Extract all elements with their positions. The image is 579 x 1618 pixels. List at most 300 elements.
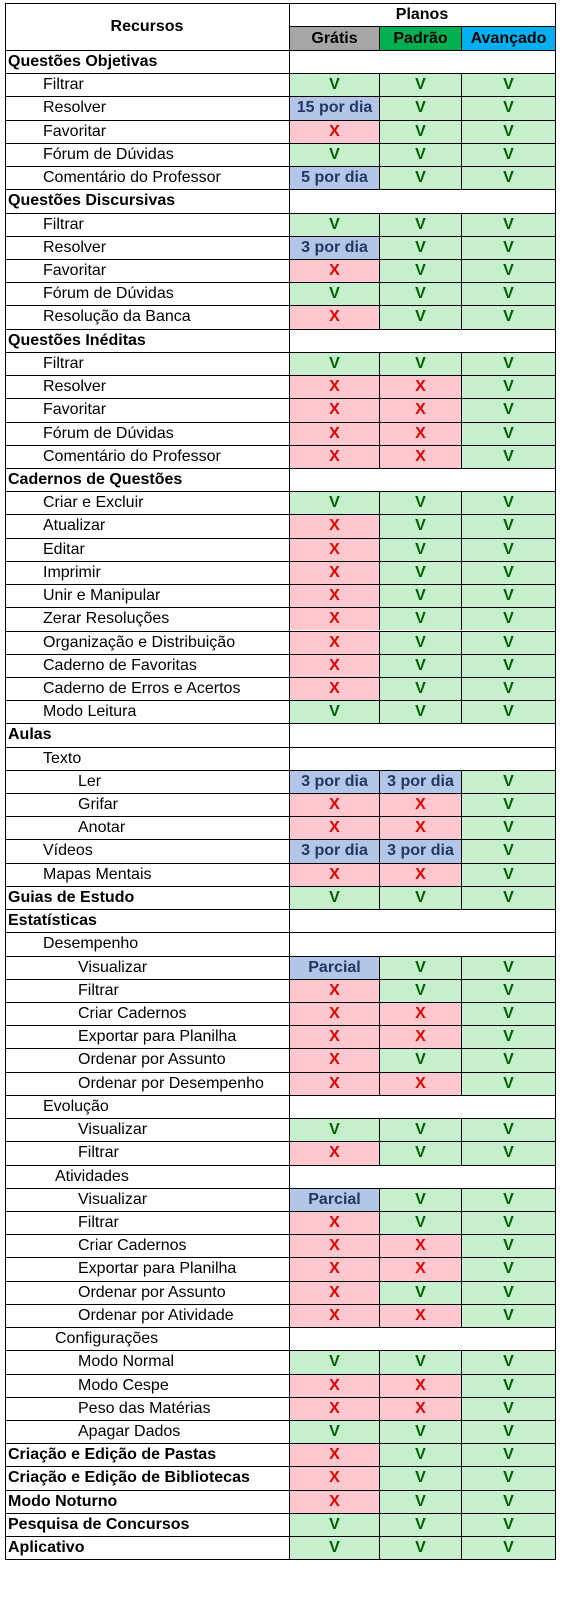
table-gridline <box>461 352 462 375</box>
row-label: Ordenar por Atividade <box>78 1306 234 1324</box>
row-label: Imprimir <box>43 563 101 581</box>
plan-value-cell: X <box>290 539 379 561</box>
table-gridline <box>379 863 380 886</box>
plan-value-cell: X <box>380 864 461 886</box>
table-gridline <box>379 1490 380 1513</box>
plan-value-cell: 3 por dia <box>380 771 461 793</box>
table-gridline <box>5 166 556 167</box>
plan-value-cell: V <box>462 167 555 189</box>
plan-value-cell: X <box>290 655 379 677</box>
table-gridline <box>5 561 556 562</box>
table-gridline <box>5 445 556 446</box>
plan-value-cell: X <box>380 1026 461 1048</box>
row-label: Vídeos <box>43 842 93 860</box>
table-gridline <box>379 1257 380 1280</box>
plan-value-cell: X <box>290 1467 379 1489</box>
table-gridline <box>379 1025 380 1048</box>
plan-value-cell: V <box>462 957 555 979</box>
plan-header-padrao: Padrão <box>380 27 461 50</box>
table-gridline <box>379 654 380 677</box>
plan-value-cell: V <box>380 97 461 119</box>
plan-value-cell: V <box>290 1537 379 1559</box>
table-gridline <box>461 677 462 700</box>
plan-value-cell: X <box>290 260 379 282</box>
plan-value-cell: 3 por dia <box>380 840 461 862</box>
table-gridline <box>5 1350 556 1351</box>
plan-header-gratis: Grátis <box>290 27 379 50</box>
table-gridline <box>379 259 380 282</box>
plan-value-cell: X <box>290 1398 379 1420</box>
table-gridline <box>5 839 556 840</box>
table-gridline <box>461 607 462 630</box>
table-gridline <box>379 607 380 630</box>
table-gridline <box>5 909 556 910</box>
table-gridline <box>379 1002 380 1025</box>
table-gridline <box>5 1211 556 1212</box>
plan-value-cell: X <box>290 864 379 886</box>
row-label: Questões Inéditas <box>8 331 146 349</box>
table-gridline <box>5 1118 556 1119</box>
plan-value-cell: X <box>380 446 461 468</box>
row-label: Criar Cadernos <box>78 1237 187 1255</box>
plan-value-cell: X <box>380 399 461 421</box>
table-gridline <box>379 352 380 375</box>
table-gridline <box>379 1141 380 1164</box>
row-label: Resolver <box>43 238 107 256</box>
table-gridline <box>379 956 380 979</box>
table-gridline <box>461 1466 462 1489</box>
table-gridline <box>461 1374 462 1397</box>
plan-value-cell: V <box>462 1212 555 1234</box>
plan-value-cell: V <box>380 515 461 537</box>
table-gridline <box>379 584 380 607</box>
plan-value-cell: V <box>290 701 379 723</box>
table-gridline <box>379 143 380 166</box>
row-label: Ordenar por Desempenho <box>78 1074 264 1092</box>
table-gridline <box>379 213 380 236</box>
table-gridline <box>461 816 462 839</box>
planos-header: Planos <box>395 6 449 23</box>
plan-value-cell: X <box>290 817 379 839</box>
plan-value-cell: V <box>462 887 555 909</box>
table-gridline <box>461 236 462 259</box>
plan-value-cell: V <box>462 214 555 236</box>
plan-value-cell: X <box>290 1235 379 1257</box>
table-gridline <box>5 1327 556 1328</box>
table-gridline <box>5 305 556 306</box>
table-gridline <box>5 352 556 353</box>
table-gridline <box>5 491 556 492</box>
plan-value-cell: V <box>380 1514 461 1536</box>
plan-value-cell: V <box>290 283 379 305</box>
table-gridline <box>5 329 556 330</box>
plan-value-cell: V <box>462 376 555 398</box>
plan-value-cell: V <box>380 678 461 700</box>
row-label: Grifar <box>78 796 118 814</box>
plan-value-cell: V <box>290 492 379 514</box>
table-gridline <box>5 1466 556 1467</box>
row-label: Questões Objetivas <box>8 53 158 70</box>
table-gridline <box>461 398 462 421</box>
row-label: Comentário do Professor <box>43 447 221 465</box>
table-gridline <box>5 422 556 423</box>
table-gridline <box>5 631 556 632</box>
plan-value-cell: V <box>462 1305 555 1327</box>
table-gridline <box>379 305 380 328</box>
table-gridline <box>379 839 380 862</box>
plan-value-cell: V <box>290 214 379 236</box>
plan-value-cell: V <box>380 1421 461 1443</box>
plan-value-cell: X <box>290 1026 379 1048</box>
plan-value-cell: V <box>380 237 461 259</box>
table-gridline <box>5 1188 556 1189</box>
table-gridline <box>379 1072 380 1095</box>
row-label: Evolução <box>43 1097 109 1115</box>
row-label: Exportar para Planilha <box>78 1028 237 1046</box>
table-gridline <box>379 1443 380 1466</box>
plan-value-cell: X <box>290 121 379 143</box>
plan-value-cell: V <box>462 980 555 1002</box>
plan-value-cell: V <box>380 144 461 166</box>
row-label: Filtrar <box>78 981 119 999</box>
row-label: Visualizar <box>78 1190 148 1208</box>
table-gridline <box>5 1443 556 1444</box>
table-gridline <box>461 1072 462 1095</box>
table-gridline <box>379 538 380 561</box>
plan-value-cell: V <box>380 1351 461 1373</box>
row-label: Anotar <box>78 819 126 837</box>
table-gridline <box>5 1165 556 1166</box>
table-gridline <box>461 561 462 584</box>
plan-value-cell: V <box>462 1026 555 1048</box>
plan-value-cell: V <box>462 1491 555 1513</box>
table-gridline <box>5 816 556 817</box>
table-gridline <box>5 143 556 144</box>
table-gridline <box>461 654 462 677</box>
table-gridline <box>5 1025 556 1026</box>
plan-value-cell: X <box>380 1375 461 1397</box>
table-gridline <box>379 166 380 189</box>
table-gridline <box>461 1281 462 1304</box>
row-label: Filtrar <box>78 1144 119 1162</box>
table-gridline <box>461 584 462 607</box>
row-label: Ler <box>78 772 102 790</box>
table-gridline <box>379 700 380 723</box>
table-gridline <box>461 120 462 143</box>
row-label: Texto <box>43 749 82 767</box>
row-label: Questões Discursivas <box>8 192 176 210</box>
table-gridline <box>461 700 462 723</box>
table-gridline <box>379 561 380 584</box>
table-gridline <box>5 375 556 376</box>
table-gridline <box>461 1397 462 1420</box>
row-label: Modo Normal <box>78 1353 175 1371</box>
plan-value-cell: V <box>380 1282 461 1304</box>
table-gridline <box>379 770 380 793</box>
plan-value-cell: V <box>462 492 555 514</box>
plan-value-cell: 5 por dia <box>290 167 379 189</box>
row-label: Aplicativo <box>8 1539 85 1557</box>
table-gridline <box>461 1188 462 1211</box>
plan-value-cell: V <box>462 632 555 654</box>
plan-value-cell: V <box>462 771 555 793</box>
plan-value-cell: X <box>380 817 461 839</box>
row-label: Peso das Matérias <box>78 1399 211 1417</box>
plan-value-cell: V <box>462 446 555 468</box>
table-gridline <box>379 886 380 909</box>
plan-value-cell: X <box>380 376 461 398</box>
plan-value-cell: V <box>462 144 555 166</box>
table-gridline <box>5 1072 556 1073</box>
table-gridline <box>461 305 462 328</box>
plan-value-cell: V <box>462 1235 555 1257</box>
table-gridline <box>5 677 556 678</box>
row-label: Unir e Manipular <box>43 587 161 605</box>
plan-value-cell: V <box>462 283 555 305</box>
table-gridline <box>379 1281 380 1304</box>
table-gridline <box>461 422 462 445</box>
row-label: Estatísticas <box>8 912 97 930</box>
table-gridline <box>379 1304 380 1327</box>
table-gridline <box>379 1211 380 1234</box>
table-gridline <box>379 445 380 468</box>
table-gridline <box>379 816 380 839</box>
table-gridline <box>379 73 380 96</box>
plan-value-cell: V <box>380 1467 461 1489</box>
plan-value-cell: X <box>290 423 379 445</box>
row-label: Filtrar <box>43 354 84 372</box>
plan-value-cell: X <box>290 1142 379 1164</box>
plan-value-cell: X <box>290 794 379 816</box>
table-gridline <box>5 770 556 771</box>
plan-value-cell: V <box>462 539 555 561</box>
plan-value-cell: V <box>380 1491 461 1513</box>
table-gridline <box>5 189 556 190</box>
plan-value-cell: V <box>380 701 461 723</box>
plan-value-cell: V <box>290 1514 379 1536</box>
plan-value-cell: V <box>380 980 461 1002</box>
row-label: Visualizar <box>78 958 148 976</box>
plan-value-cell: X <box>380 794 461 816</box>
plan-value-cell: X <box>290 1305 379 1327</box>
table-gridline <box>379 491 380 514</box>
row-label: Apagar Dados <box>78 1422 181 1440</box>
plan-value-cell: V <box>462 97 555 119</box>
row-label: Fórum de Dúvidas <box>43 145 174 163</box>
plan-value-cell: X <box>290 585 379 607</box>
table-gridline <box>379 1513 380 1536</box>
table-gridline <box>5 1490 556 1491</box>
table-gridline <box>5 886 556 887</box>
plan-value-cell: X <box>290 306 379 328</box>
table-gridline <box>379 1374 380 1397</box>
table-gridline <box>461 514 462 537</box>
row-label: Ordenar por Assunto <box>78 1051 226 1069</box>
plan-value-cell: V <box>462 1351 555 1373</box>
table-gridline <box>461 793 462 816</box>
plan-value-cell: X <box>380 1235 461 1257</box>
table-gridline <box>5 236 556 237</box>
plan-value-cell: Parcial <box>290 1189 379 1211</box>
row-label: Ordenar por Assunto <box>78 1283 226 1301</box>
row-label: Filtrar <box>78 1214 119 1231</box>
plan-value-cell: V <box>380 121 461 143</box>
plan-value-cell: V <box>290 1421 379 1443</box>
plan-value-cell: V <box>462 1119 555 1141</box>
plan-value-cell: V <box>380 632 461 654</box>
plan-value-cell: V <box>462 678 555 700</box>
table-gridline <box>5 793 556 794</box>
table-gridline <box>379 1234 380 1257</box>
plan-value-cell: X <box>380 1073 461 1095</box>
table-gridline <box>461 956 462 979</box>
plan-value-cell: V <box>462 237 555 259</box>
table-gridline <box>379 677 380 700</box>
row-label: Caderno de Erros e Acertos <box>43 679 241 697</box>
plan-value-cell: V <box>462 353 555 375</box>
table-gridline <box>461 213 462 236</box>
plan-value-cell: X <box>380 423 461 445</box>
table-gridline <box>5 1002 556 1003</box>
table-gridline <box>379 793 380 816</box>
table-gridline <box>461 491 462 514</box>
row-label: Fórum de Dúvidas <box>43 424 174 442</box>
row-label: Pesquisa de Concursos <box>8 1515 190 1533</box>
table-gridline <box>461 73 462 96</box>
plan-value-cell: V <box>290 887 379 909</box>
plan-value-cell: 15 por dia <box>290 97 379 119</box>
plan-value-cell: V <box>380 492 461 514</box>
table-gridline <box>289 26 555 27</box>
plan-value-cell: V <box>290 144 379 166</box>
plan-value-cell: X <box>290 1258 379 1280</box>
row-label: Zerar Resoluções <box>43 610 170 628</box>
table-gridline <box>5 1234 556 1235</box>
table-gridline <box>461 538 462 561</box>
row-label: Favoritar <box>43 401 107 419</box>
table-gridline <box>379 514 380 537</box>
table-gridline <box>379 1350 380 1373</box>
plan-value-cell: 3 por dia <box>290 237 379 259</box>
table-gridline <box>461 166 462 189</box>
plan-value-cell: V <box>380 562 461 584</box>
table-gridline <box>379 282 380 305</box>
plan-value-cell: V <box>380 957 461 979</box>
plan-value-cell: V <box>462 817 555 839</box>
table-gridline <box>379 1048 380 1071</box>
plan-value-cell: V <box>462 1258 555 1280</box>
plan-value-cell: V <box>462 794 555 816</box>
row-label: Filtrar <box>43 76 84 94</box>
plan-value-cell: 3 por dia <box>290 840 379 862</box>
plan-value-cell: V <box>380 1142 461 1164</box>
plan-value-cell: V <box>380 1049 461 1071</box>
table-gridline <box>5 73 556 74</box>
plan-value-cell: X <box>290 1282 379 1304</box>
plan-value-cell: X <box>290 678 379 700</box>
table-gridline <box>461 770 462 793</box>
table-gridline <box>5 3 556 4</box>
plan-value-cell: V <box>462 562 555 584</box>
row-label: Caderno de Favoritas <box>43 656 197 674</box>
plan-value-cell: V <box>380 306 461 328</box>
plan-value-cell: V <box>462 1003 555 1025</box>
plan-value-cell: V <box>380 1537 461 1559</box>
row-label: Modo Leitura <box>43 703 137 721</box>
table-gridline <box>5 398 556 399</box>
table-gridline <box>379 1420 380 1443</box>
row-label: Cadernos de Questões <box>8 470 183 488</box>
plan-value-cell: V <box>462 1444 555 1466</box>
plan-value-cell: Parcial <box>290 957 379 979</box>
table-gridline <box>5 1559 556 1560</box>
table-gridline <box>379 979 380 1002</box>
table-gridline <box>379 398 380 421</box>
plan-value-cell: V <box>462 260 555 282</box>
row-label: Resolver <box>43 378 107 396</box>
plan-value-cell: X <box>290 1444 379 1466</box>
plan-value-cell: V <box>462 1375 555 1397</box>
plan-value-cell: 3 por dia <box>290 771 379 793</box>
plan-value-cell: V <box>380 1444 461 1466</box>
plan-value-cell: X <box>290 1049 379 1071</box>
table-gridline <box>5 538 556 539</box>
row-label: Resolver <box>43 99 107 117</box>
table-gridline <box>5 700 556 701</box>
table-gridline <box>461 1025 462 1048</box>
table-gridline <box>379 422 380 445</box>
table-gridline <box>461 886 462 909</box>
table-gridline <box>5 1304 556 1305</box>
plan-value-cell: V <box>380 353 461 375</box>
table-gridline <box>379 96 380 119</box>
table-gridline <box>461 631 462 654</box>
table-gridline <box>461 1490 462 1513</box>
plan-value-cell: V <box>380 260 461 282</box>
table-gridline <box>379 120 380 143</box>
plan-value-cell: X <box>290 515 379 537</box>
plan-value-cell: V <box>380 585 461 607</box>
row-label: Favoritar <box>43 122 107 140</box>
plan-value-cell: X <box>380 1003 461 1025</box>
plan-value-cell: V <box>290 1119 379 1141</box>
table-gridline <box>461 1536 462 1559</box>
row-label: Desempenho <box>43 935 139 953</box>
table-gridline <box>461 1420 462 1443</box>
row-label: Comentário do Professor <box>43 169 221 187</box>
table-gridline <box>5 1095 556 1096</box>
table-gridline <box>461 1234 462 1257</box>
table-gridline <box>379 1536 380 1559</box>
table-gridline <box>5 1397 556 1398</box>
plan-value-cell: V <box>380 655 461 677</box>
table-gridline <box>461 1002 462 1025</box>
plan-header-avancado: Avançado <box>462 27 555 50</box>
row-label: Editar <box>43 540 85 558</box>
plan-value-cell: V <box>380 539 461 561</box>
plan-value-cell: X <box>290 1212 379 1234</box>
plan-value-cell: V <box>290 74 379 96</box>
row-label: Guias de Estudo <box>8 888 135 906</box>
row-label: Exportar para Planilha <box>78 1260 237 1278</box>
plan-value-cell: V <box>462 1421 555 1443</box>
plan-value-cell: V <box>462 423 555 445</box>
table-gridline <box>5 956 556 957</box>
table-gridline <box>5 1420 556 1421</box>
table-gridline <box>461 1118 462 1141</box>
table-gridline <box>5 514 556 515</box>
row-label: Criação e Edição de Bibliotecas <box>8 1469 250 1487</box>
